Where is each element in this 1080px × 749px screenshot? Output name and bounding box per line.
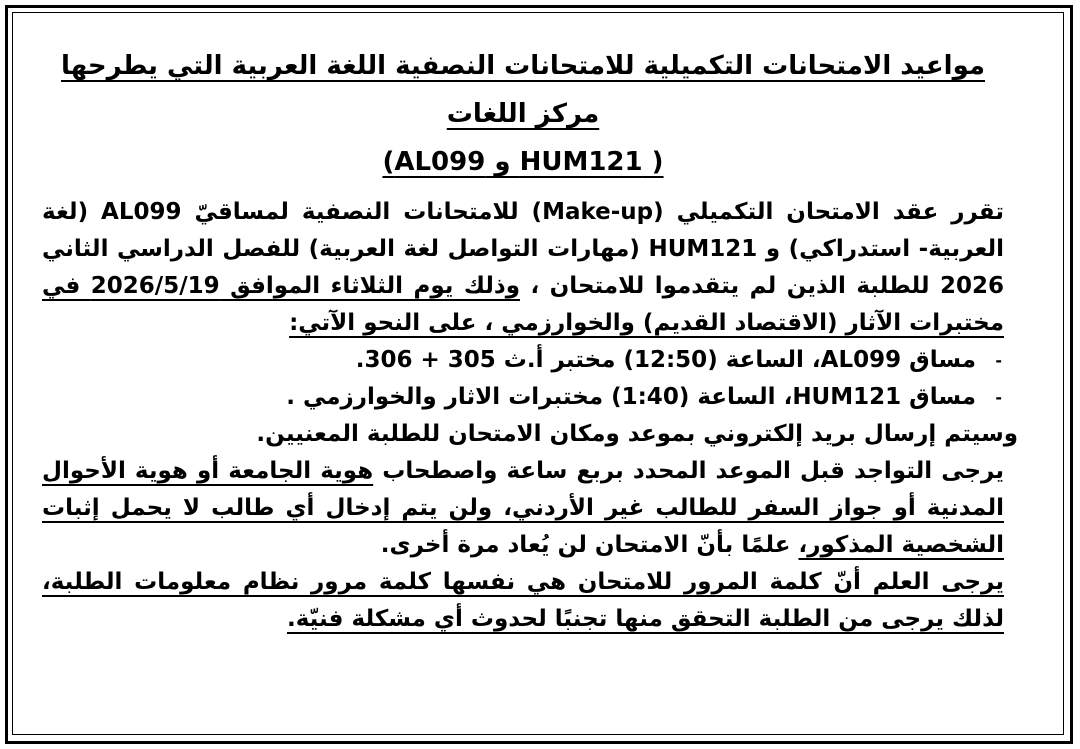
bullet-mark: -: [995, 388, 1002, 407]
schedule-list: [42, 342, 1004, 416]
schedule-item: [42, 342, 1004, 379]
attendance-text: يرجى التواجد قبل الموعد المحدد بربع ساعة واصطحاب: [382, 458, 1004, 484]
intro-date-location: وذلك يوم الثلاثاء الموافق 2026/5/19 في مختبرات الآثار (الاقتصاد القديم) والخوارزمي ، على النحو الآتي:: [42, 273, 1004, 336]
schedule-item: [42, 379, 1004, 416]
password-notice: يرجى العلم أنّ كلمة المرور للامتحان هي نفسها كلمة مرور نظام معلومات الطلبة، لذلك يرجى من الطلبة التحقق منها تجنبًا لحدوث أي مشكلة فنيّة.: [42, 569, 1004, 632]
title-line-2: ( HUM121 و AL099): [382, 147, 664, 177]
schedule-item-text: مساق HUM121، الساعة (1:40) مختبرات الاثار والخوارزمي .: [286, 384, 976, 410]
id-requirement: هوية الجامعة أو هوية الأحوال المدنية أو جواز السفر للطالب غير الأردني، ولن يتم إدخال أي طالب لا يحمل إثبات الشخصية المذكور،: [42, 458, 1004, 558]
intro-paragraph: [42, 194, 1004, 342]
email-notice: وسيتم إرسال بريد إلكتروني بموعد ومكان الامتحان للطلبة المعنيين.: [256, 421, 1018, 447]
announcement-title: [42, 42, 1004, 186]
title-line-1: مواعيد الامتحانات التكميلية للامتحانات النصفية اللغة العربية التي يطرحها مركز اللغات: [61, 51, 985, 129]
schedule-item-text: مساق AL099، الساعة (12:50) مختبر أ.ث 305 + 306.: [355, 347, 976, 373]
intro-text: تقرر عقد الامتحان التكميلي (Make-up) للامتحانات النصفية لمساقيّ AL099 (لغة العربية- استدراكي) و HUM121 (مهارات التواصل لغة العربية) للفصل الدراسي الثاني 2026 للطلبة الذين لم يتقدموا للامتحان ،: [42, 199, 1005, 299]
bullet-mark: -: [995, 351, 1002, 370]
attendance-paragraph: [42, 453, 1004, 564]
announcement: [42, 42, 1018, 638]
no-reexam-note: علمًا بأنّ الامتحان لن يُعاد مرة أخرى.: [380, 532, 791, 558]
